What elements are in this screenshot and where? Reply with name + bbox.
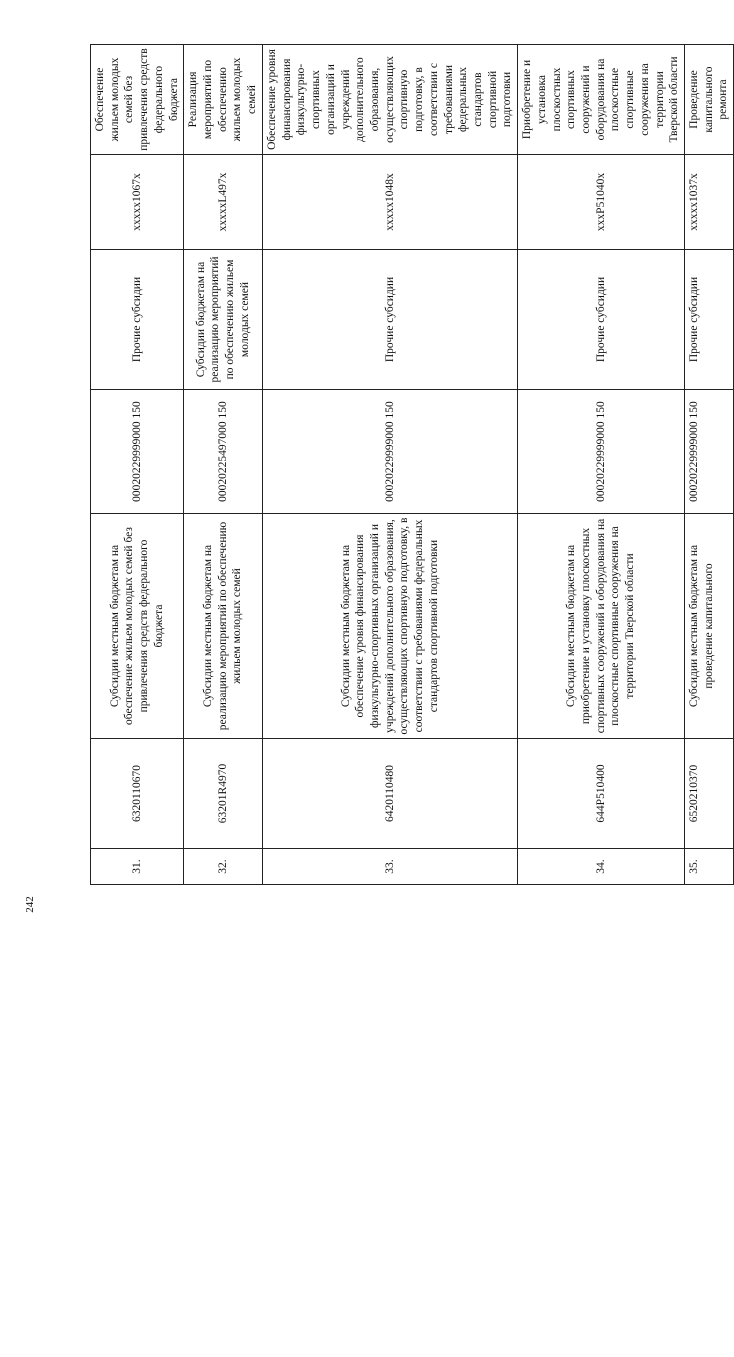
target-code: xxxxxL497x [184, 155, 263, 250]
subsidy-purpose: Приобретение и установка плоскостных спортивных сооружений и оборудования на плоскостные спортивные сооружения на территории Тверской области [518, 45, 685, 155]
table-row [91, 45, 184, 885]
budget-code: 63201R4970 [184, 739, 263, 849]
subsidy-name: Субсидии местным бюджетам на приобретение и установку плоскостных спортивных сооружений и оборудования на плоскостные спортивные сооружения на территории Тверской области [518, 514, 685, 739]
subsidy-purpose: Проведение капитального ремонта [685, 45, 734, 155]
subsidy-name: Субсидии местным бюджетам на обеспечение жильем молодых семей без привлечения средств федерального бюджета [91, 514, 184, 739]
row-number: 33. [262, 849, 517, 885]
target-code: xxxxx1067x [91, 155, 184, 250]
subsidy-type: Субсидии бюджетам на реализацию мероприятий по обеспечению жильем молодых семей [184, 250, 263, 390]
subsidy-type: Прочие субсидии [685, 250, 734, 390]
budget-code: 6520210370 [685, 739, 734, 849]
page-number: 242 [24, 896, 36, 913]
target-code: xxxxx1037x [685, 155, 734, 250]
revenue-code: 00020229999000 150 [262, 390, 517, 514]
budget-code: 644P510400 [518, 739, 685, 849]
subsidy-type: Прочие субсидии [91, 250, 184, 390]
table-row [518, 45, 685, 885]
revenue-code: 00020229999000 150 [91, 390, 184, 514]
subsidy-type: Прочие субсидии [518, 250, 685, 390]
subsidy-purpose: Обеспечение уровня финансирования физкультурно-спортивных организаций и учреждений дополнительного образования, осуществляющих спортивную подготовку, в соответствии с требованиями федеральных стандартов спортивной подготовки [262, 45, 517, 155]
row-number: 35. [685, 849, 734, 885]
target-code: xxxxx1048x [262, 155, 517, 250]
subsidy-name: Субсидии местным бюджетам на проведение капитального [685, 514, 734, 739]
row-number: 34. [518, 849, 685, 885]
subsidy-name: Субсидии местным бюджетам на реализацию мероприятий по обеспечению жильем молодых семей [184, 514, 263, 739]
subsidy-type: Прочие субсидии [262, 250, 517, 390]
table-row [262, 45, 517, 885]
subsidy-purpose: Обеспечение жильем молодых семей без привлечения средств федерального бюджета [91, 45, 184, 155]
revenue-code: 00020225497000 150 [184, 390, 263, 514]
revenue-code: 00020229999000 150 [685, 390, 734, 514]
budget-code: 6420110480 [262, 739, 517, 849]
target-code: xxxP51040x [518, 155, 685, 250]
table-row [685, 45, 734, 885]
rotated-table-wrapper [90, 45, 730, 885]
row-number: 31. [91, 849, 184, 885]
table-row [184, 45, 263, 885]
revenue-code: 00020229999000 150 [518, 390, 685, 514]
row-number: 32. [184, 849, 263, 885]
budget-code: 6320110670 [91, 739, 184, 849]
subsidy-purpose: Реализация мероприятий по обеспечению жильем молодых семей [184, 45, 263, 155]
subsidies-table [90, 44, 734, 885]
subsidy-name: Субсидии местным бюджетам на обеспечение уровня финансирования физкультурно-спортивных организаций и учреждений дополнительного образования, осуществляющих спортивную подготовку, в соответствии с требованиями федеральных стандартов спортивной подготовки [262, 514, 517, 739]
